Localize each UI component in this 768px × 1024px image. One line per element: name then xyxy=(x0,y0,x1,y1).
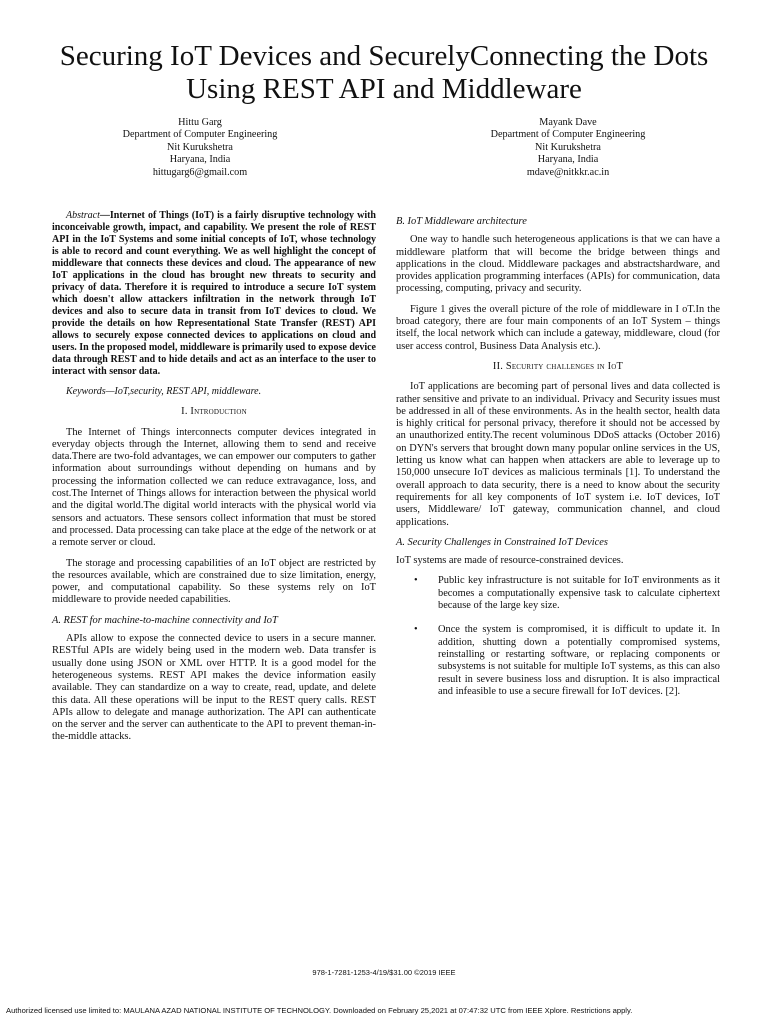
author-name: Hittu Garg xyxy=(178,117,222,128)
paragraph: Figure 1 gives the overall picture of the role of middleware in I oT.In the broad category, there are four main components of an IoT System – things itself, the local network which can include a gateway, middleware, cloud (for user access control, Business Data Analysis etc.). xyxy=(396,303,720,352)
author-department: Department of Computer Engineering xyxy=(490,129,646,141)
list-item-text: Once the system is compromised, it is difficult to update it. In addition, shutting down a potentially compromised systems, reinstalling or restarting software, or replacing components or subsystems is not suitable for multiple IoT systems, as this can also result in severe business loss and disruption. It is also impractical and infeasible to use a secure firewall for IoT devices. [2]. xyxy=(438,624,720,697)
abstract-text: —Internet of Things (IoT) is a fairly disruptive technology with inconceivable growth, impact, and capability. We present the role of REST API in the IoT Systems and some initial concepts of IoT, whose technology is able to record and count everything. We as well highlight the concept of middleware that connects these devices and cloud. The appearance of new IoT applications in the cloud has brought new threats to security and privacy of data. Therefore it is required to introduce a secure IoT system which doesn't allow attackers infiltration in the network through IoT devices and also to secure data in transit from IoT devices to cloud. We provide the details on how Representational State Transfer (REST) API allows to securely expose connected devices to applications on cloud and users. In the proposed model, middleware is primarily used to expose device data through REST and to hide details and act as an interface to the user to interact with sensor data. xyxy=(52,210,376,377)
keywords-lead: Keywords xyxy=(66,386,106,397)
paper-title: Securing IoT Devices and SecurelyConnecting the Dots Using REST API and Middleware xyxy=(59,40,709,105)
left-column xyxy=(52,210,376,752)
subsection-heading-middleware: B. IoT Middleware architecture xyxy=(396,216,527,227)
paragraph: IoT applications are becoming part of personal lives and data collected is rather sensitive and private to an individual. Privacy and Security issues must be addressed in all of these environments. As in the health sector, health data is highly critical for personal privacy, therefore it should not be accessed by an unauthorized entity.The recent voluminous DDoS attacks (October 2016) on DYN's servers that brought down many popular online services in the US, letting us know what can happen when attackers are able to leverage up to 150,000 unsecure IoT devices as malicious terminals [1]. To understand the overall approach to data security, there is a need to know about the security requirements for all key components of IoT system i.e. IoT devices, IoT users, Middleware/ IoT gateway, communication channel, and cloud applications. xyxy=(396,381,720,528)
author-institution: Nit Kurukshetra xyxy=(167,141,233,153)
section-heading-security: II. Security challenges in IoT xyxy=(492,360,624,372)
keywords xyxy=(52,386,376,398)
author-location: Haryana, India xyxy=(169,154,231,166)
author-email: hittugarg6@gmail.com xyxy=(152,166,248,178)
paragraph: The storage and processing capabilities of an IoT object are restricted by the resources available, which are constrained due to size limitation, energy, power, and computational capability. So these systems rely on IoT middleware to provide needed capabilities. xyxy=(52,557,376,606)
paragraph: IoT systems are made of resource-constrained devices. xyxy=(396,555,624,567)
author-department: Department of Computer Engineering xyxy=(122,129,278,141)
author-institution: Nit Kurukshetra xyxy=(535,141,601,153)
section-heading-introduction: I. Introduction xyxy=(181,406,247,418)
abstract xyxy=(52,210,376,378)
author-name: Mayank Dave xyxy=(539,117,597,128)
subsection-heading-rest: A. REST for machine-to-machine connectivity and IoT xyxy=(52,614,278,626)
paragraph: APIs allow to expose the connected device to users in a secure manner. RESTful APIs are widely being used in the modern web. Data transfer is usually done using JSON or XML over HTTP. It is a good model for the heterogeneous systems. REST API makes the device information easily available. They can standardize on a way to create, read, update, and delete this data. All these operations will be input to the REST query calls. REST APIs allow to delegate and manage authorization. The API can authenticate on the server and the server can authenticate to the API to prevent theman-in-the-middle attacks. xyxy=(52,633,376,743)
abstract-lead: Abstract xyxy=(66,210,100,221)
author-location: Haryana, India xyxy=(537,154,599,166)
right-column xyxy=(396,210,720,710)
paragraph: One way to handle such heterogeneous applications is that we can have a middleware platform that will become the bridge between things and applications in the cloud. Middleware packages and abstractshardware, and provides application programming interfaces (APIs) for communication, data processing, computing, privacy and security. xyxy=(396,234,720,295)
footer-license: Authorized licensed use limited to: MAULANA AZAD NATIONAL INSTITUTE OF TECHNOLOGY. Downloaded on February 25,2021 at 07:47:32 UTC from IEEE Xplore. Restrictions apply. xyxy=(6,1006,633,1015)
author-block-1 xyxy=(70,117,330,179)
keywords-text: —IoT,security, REST API, middleware. xyxy=(105,386,262,397)
footer-isbn: 978-1-7281-1253-4/19/$31.00 ©2019 IEEE xyxy=(312,968,456,977)
author-email: mdave@nitkkr.ac.in xyxy=(526,166,610,178)
bullet-icon: • xyxy=(414,575,418,587)
author-block-2 xyxy=(438,117,698,179)
paragraph: The Internet of Things interconnects computer devices integrated in everyday objects through the Internet, allowing them to send and receive data.There are two-fold advantages, we can empower our computers to gather information about surroundings without depending on humans and by processing the information collected we can reduce extravagance, loss, and cost.The Internet of Things allows for interaction between the physical world and the digital world.The digital world interacts with the physical world via sensors and actuators. These sensors collect information that must be stored and processed. Data processing can take place at the edge of the network or at a remote server or cloud. xyxy=(52,426,376,549)
bullet-icon: • xyxy=(414,624,418,636)
subsection-heading-constrained: A. Security Challenges in Constrained IoT Devices xyxy=(396,536,608,548)
list-item-text: Public key infrastructure is not suitable for IoT environments as it becomes a computationally expensive task to calculate ciphertext because of the large key size. xyxy=(438,575,720,612)
bullet-list xyxy=(396,575,720,698)
list-item xyxy=(396,575,720,612)
list-item xyxy=(396,624,720,698)
